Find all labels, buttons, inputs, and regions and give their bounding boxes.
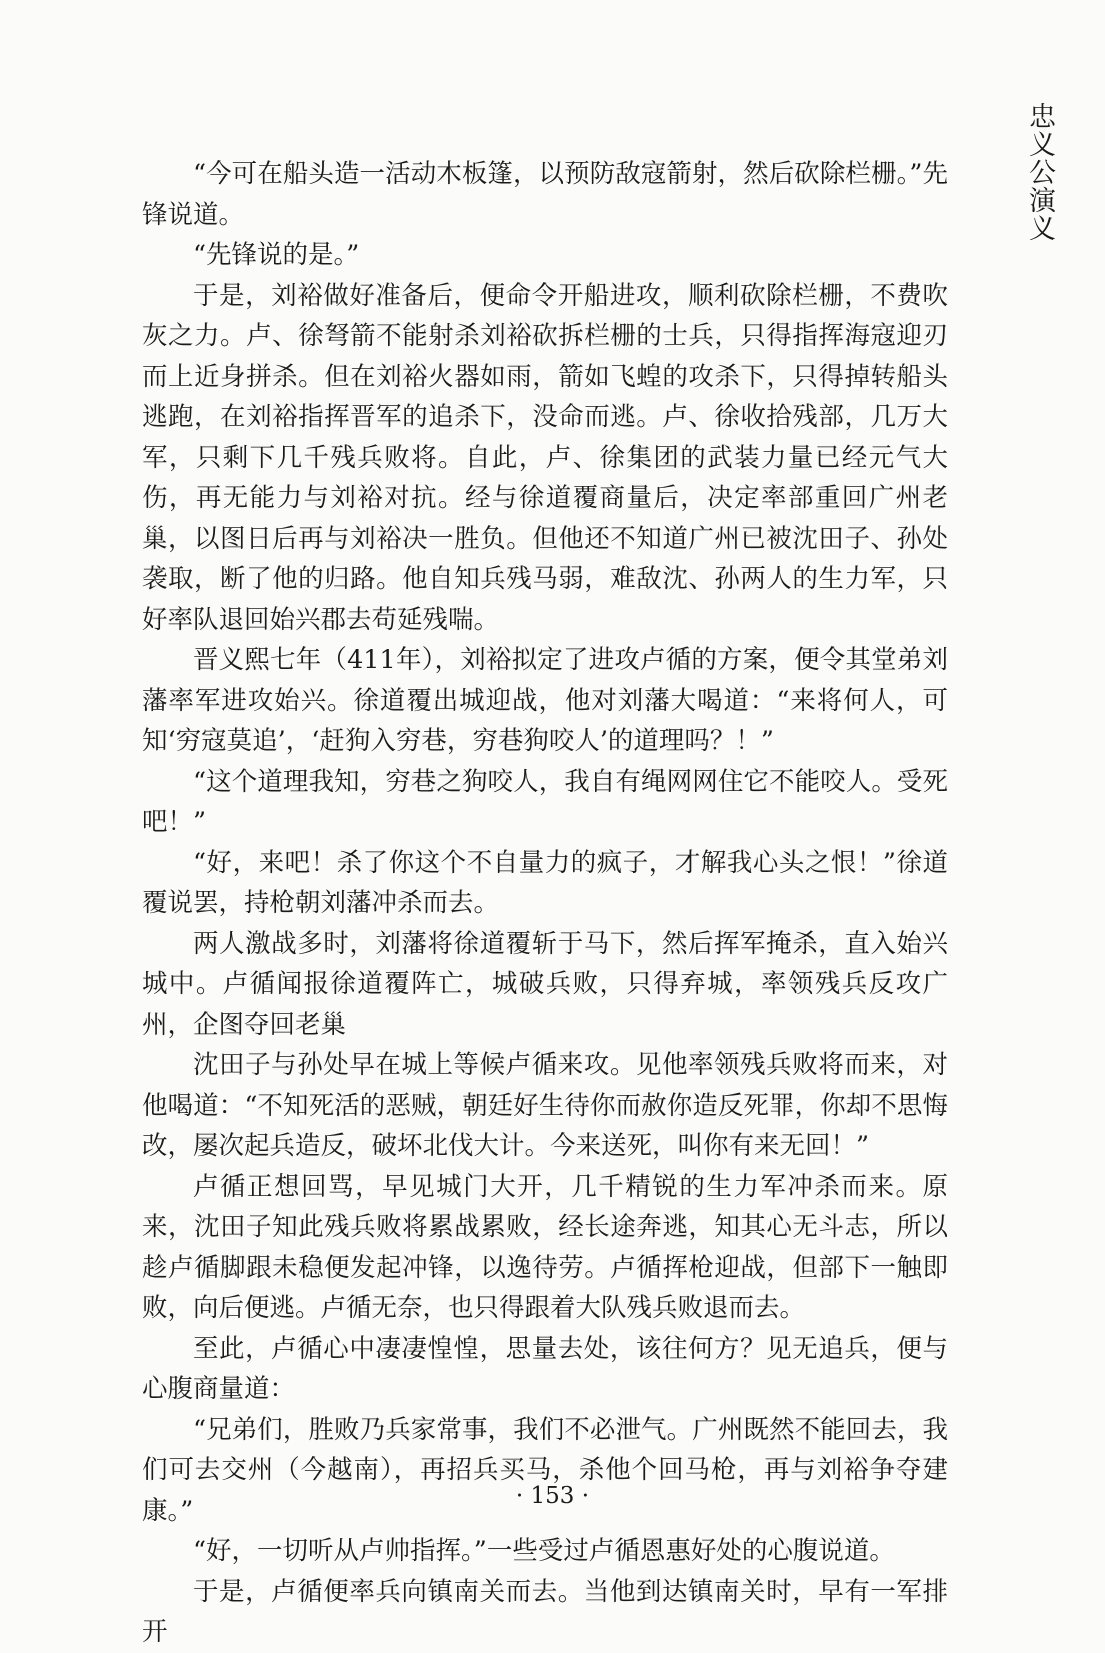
paragraph: 卢循正想回骂，早见城门大开，几千精锐的生力军冲杀而来。原来，沈田子知此残兵败将累战累败，经长途奔逃，知其心无斗志，所以趁卢循脚跟未稳便发起冲锋，以逸待劳。卢循挥枪迎战，但部下一触即败，向后便逃。卢循无奈，也只得跟着大队残兵败退而去。 <box>142 1171 948 1323</box>
page-number: · 153 · <box>515 1483 590 1509</box>
paragraph: 于是，刘裕做好准备后，便命令开船进攻，顺利砍除栏栅，不费吹灰之力。卢、徐弩箭不能射杀刘裕砍拆栏栅的士兵，只得指挥海寇迎刃而上近身拼杀。但在刘裕火器如雨，箭如飞蝗的攻杀下，只得掉转船头逃跑，在刘裕指挥晋军的追杀下，没命而逃。卢、徐收拾残部，几万大军，只剩下几千残兵败将。自此，卢、徐集团的武装力量已经元气大伤，再无能力与刘裕对抗。经与徐道覆商量后，决定率部重回广州老巢，以图日后再与刘裕决一胜负。但他还不知道广州已被沈田子、孙处袭取，断了他的归路。他自知兵残马弱，难敌沈、孙两人的生力军，只好率队退回始兴郡去苟延残喘。 <box>142 280 948 635</box>
paragraph: 沈田子与孙处早在城上等候卢循来攻。见他率领残兵败将而来，对他喝道：“不知死活的恶贼，朝廷好生待你而赦你造反死罪，你却不思悔改，屡次起兵造反，破坏北伐大计。今来送死，叫你有来无回！” <box>142 1050 948 1161</box>
paragraph: “这个道理我知，穷巷之狗咬人，我自有绳网网住它不能咬人。受死吧！” <box>142 766 948 837</box>
paragraph: 晋义熙七年（411年），刘裕拟定了进攻卢循的方案，便令其堂弟刘藩率军进攻始兴。徐道覆出城迎战，他对刘藩大喝道：“来将何人，可知‘穷寇莫追’，‘赶狗入穷巷，穷巷狗咬人’的道理吗？！” <box>142 645 948 756</box>
paragraph: “兄弟们，胜败乃兵家常事，我们不必泄气。广州既然不能回去，我们可去交州（今越南），再招兵买马，杀他个回马枪，再与刘裕争夺建康。” <box>142 1414 948 1526</box>
paragraph: 于是，卢循便率兵向镇南关而去。当他到达镇南关时，早有一军排开 <box>142 1576 948 1647</box>
paragraph: “好，一切听从卢帅指挥。”一些受过卢循恩惠好处的心腹说道。 <box>193 1536 895 1566</box>
paragraph: “今可在船头造一活动木板篷，以预防敌寇箭射，然后砍除栏栅。”先锋说道。 <box>142 159 948 230</box>
paragraph: 两人激战多时，刘藩将徐道覆斩于马下，然后挥军掩杀，直入始兴城中。卢循闻报徐道覆阵亡，城破兵败，只得弃城，率领残兵反攻广州，企图夺回老巢 <box>142 928 948 1040</box>
paragraph: 至此，卢循心中凄凄惶惶，思量去处，该往何方？见无追兵，便与心腹商量道： <box>142 1333 948 1404</box>
paragraph: “先锋说的是。” <box>193 240 360 270</box>
running-header: 忠义公演义 <box>1024 102 1055 242</box>
body-text <box>142 154 948 1653</box>
paragraph: “好，来吧！杀了你这个不自量力的疯子，才解我心头之恨！”徐道覆说罢，持枪朝刘藩冲杀而去。 <box>142 847 948 918</box>
